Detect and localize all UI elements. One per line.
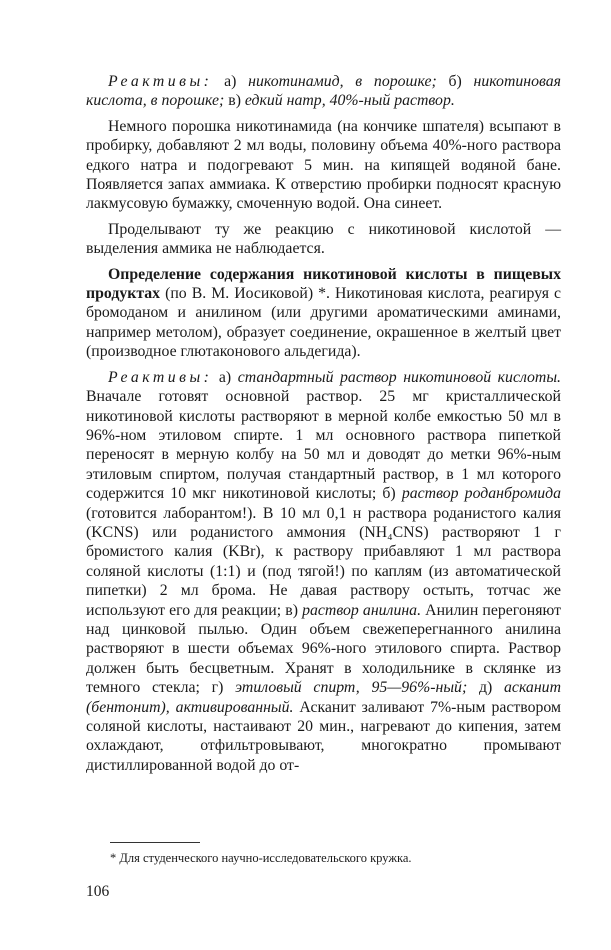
method-heading-paragraph: Определение содержания никотиновой кислоты в пищевых продуктах (по В. М. Иосиковой) *. Никотиновая кислота, реагируя с бромоданом и анилином (или другими ароматическими аминами, например метолом), образует соединение, окрашенное в желтый цвет (производное глютаконового альдегида). xyxy=(86,265,561,361)
reagents-paragraph-2: Реактивы: а) стандартный раствор никотиновой кислоты. Вначале готовят основной раствор. 25 мг кристаллической никотиновой кислоты растворяют в мерной колбе емкостью 50 мл в 96%-ном этиловом спирте. 1 мл основного раствора пипеткой переносят в мерную колбу на 50 мл и доводят до метки 96%-ным этиловым спиртом, получая стандартный раствор, в 1 мл которого содержится 10 мкг никотиновой кислоты; б) раствор роданбромида (готовится лаборантом!). В 10 мл 0,1 н раствора роданистого калия (KCNS) или роданистого аммония (NH₄CNS) растворяют 1 г бромистого калия (KBr), к раствору прибавляют 1 мл раствора соляной кислоты (1:1) и (под тягой!) по каплям (из автоматической пипетки) 2 мл брома. Не давая раствору остыть, тотчас же используют его для реакции; в) раствор анилина. Анилин перегоняют над цинковой пылью. Один объем свежеперегнанного анилина растворяют в шести объемах 96%-ного этилового спирта. Раствор должен быть бесцветным. Хранят в холодильнике в склянке из темного стекла; г) этиловый спирт, 95—96%-ный; д) асканит (бентонит), активированный. Асканит заливают 7%-ным раствором соляной кислоты, настаивают 20 мин., нагревают до кипения, затем охлаждают, отфильтровывают, многократно промывают дистиллированной водой до от- xyxy=(86,368,562,774)
control-paragraph: Проделывают ту же реакцию с никотиновой кислотой — выделения аммика не наблюдается. xyxy=(86,220,561,258)
reagents-paragraph-1: Реактивы: а) никотинамид, в порошке; б) никотиновая кислота, в порошке; в) едкий натр, 40%-ный раствор. xyxy=(86,73,561,110)
page-number: 106 xyxy=(86,883,110,900)
main-text xyxy=(86,72,561,775)
footnote: * Для студенческого научно-исследовательского кружка. xyxy=(110,851,412,865)
footnote-divider xyxy=(110,842,200,843)
procedure-paragraph: Немного порошка никотинамида (на кончике шпателя) всыпают в пробирку, добавляют 2 мл воды, половину объема 40%-ного раствора едкого натра и подогревают 5 мин. на кипящей водяной бане. Появляется запах аммиака. К отверстию пробирки подносят красную лакмусовую бумажку, смоченную водой. Она синеет. xyxy=(86,117,561,213)
